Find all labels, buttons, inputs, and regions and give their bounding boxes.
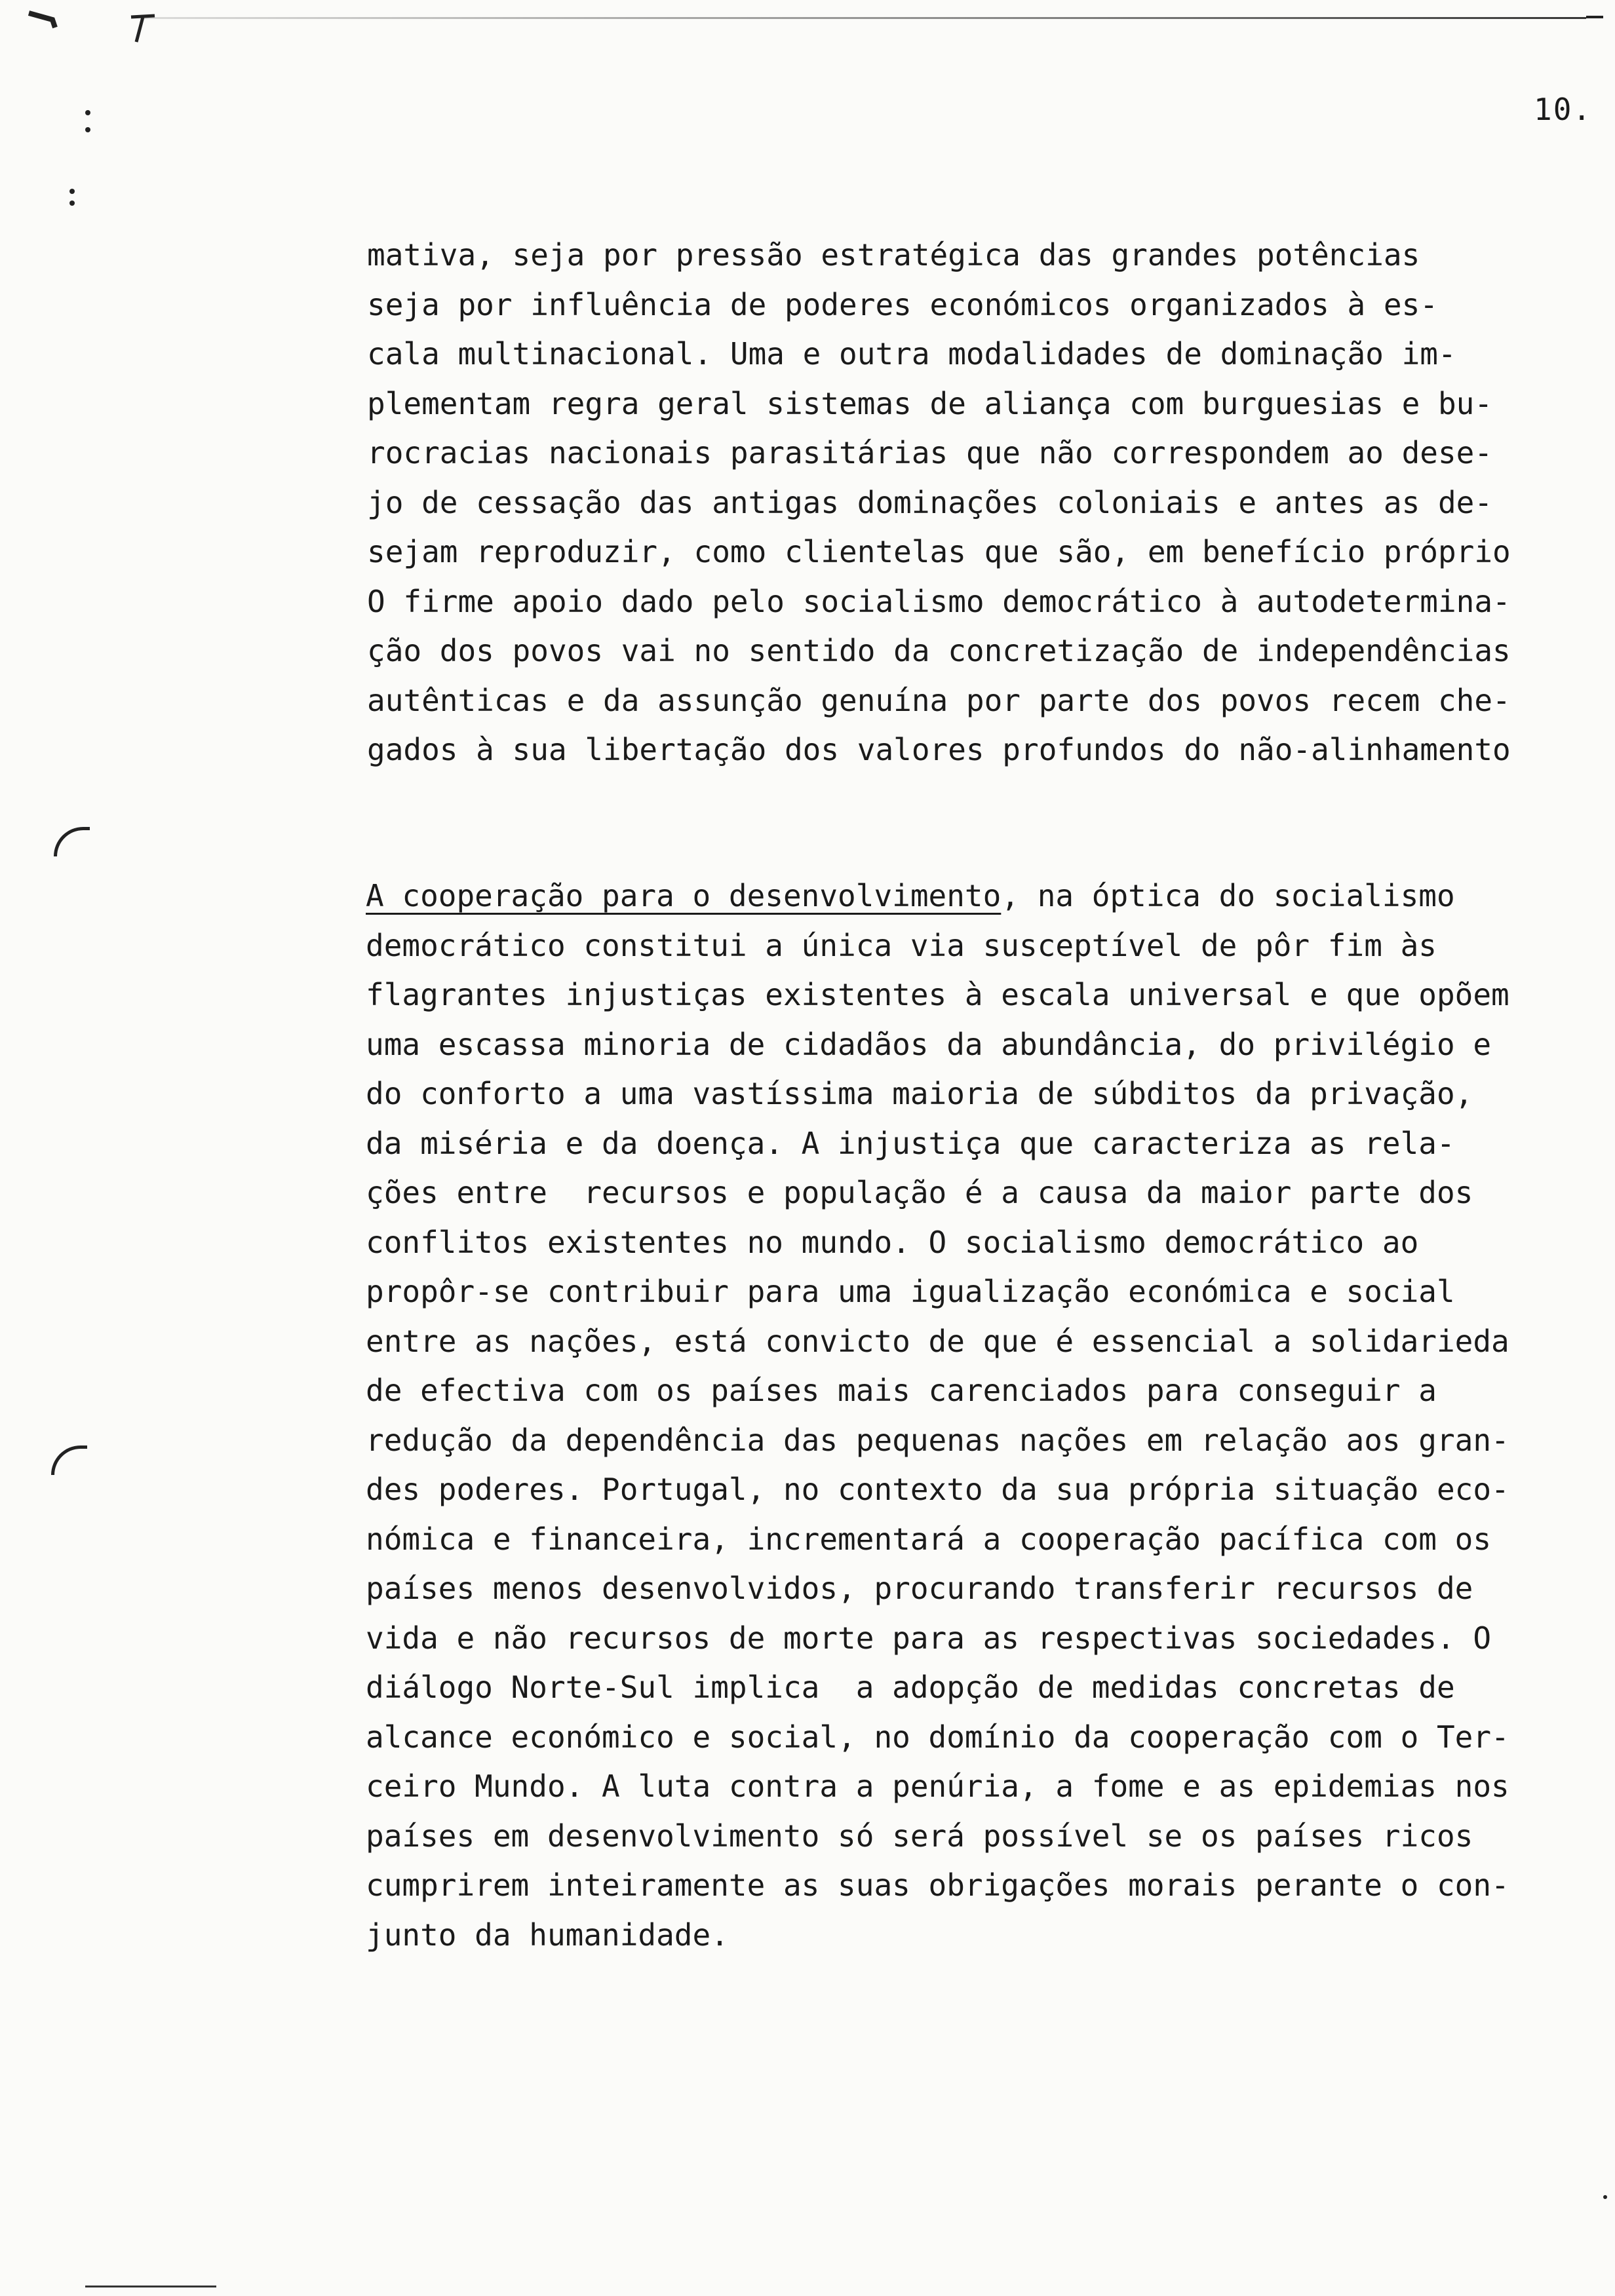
- text-line-heading: [366, 871, 1615, 921]
- text-line: sejam reproduzir, como clientelas que são, em benefício próprio: [367, 534, 1511, 569]
- text-line: jo de cessação das antigas dominações coloniais e antes as de-: [367, 484, 1493, 520]
- scan-dot: [85, 127, 90, 132]
- paragraph-dominacao: [367, 231, 1615, 775]
- scan-dot: [85, 110, 90, 115]
- text-line: de efectiva com os países mais carenciados para conseguir a: [366, 1373, 1437, 1408]
- text-line: países em desenvolvimento só será possível se os países ricos: [366, 1818, 1473, 1854]
- text-line: autênticas e da assunção genuína por parte dos povos recem che-: [367, 682, 1511, 718]
- paragraph-cooperacao: [366, 871, 1615, 1960]
- punch-hole-mark: [51, 1445, 87, 1475]
- text-line: propôr-se contribuir para uma igualização económica e social: [366, 1274, 1455, 1309]
- text-line: do conforto a uma vastíssima maioria de súbditos da privação,: [366, 1076, 1473, 1111]
- text-line: flagrantes injustiças existentes à escala universal e que opõem: [366, 977, 1509, 1012]
- scan-top-rule-end: [1586, 16, 1603, 18]
- text-line: O firme apoio dado pelo socialismo democrático à autodetermina-: [367, 583, 1511, 619]
- text-line: vida e não recursos de morte para as respectivas sociedades. O: [366, 1620, 1492, 1656]
- text-line: entre as nações, está convicto de que é essencial a solidarieda: [366, 1323, 1509, 1359]
- text-line: cala multinacional. Uma e outra modalidades de dominação im-: [367, 336, 1456, 372]
- text-line: da miséria e da doença. A injustiça que caracteriza as rela-: [366, 1125, 1455, 1161]
- text-line: conflitos existentes no mundo. O socialismo democrático ao: [366, 1224, 1419, 1260]
- text-line: des poderes. Portugal, no contexto da sua própria situação eco-: [366, 1472, 1509, 1507]
- page-number: 10.: [1534, 92, 1593, 127]
- heading-line-rest: , na óptica do socialismo: [1001, 878, 1455, 913]
- scan-dot: [69, 189, 75, 194]
- scan-top-rule: [144, 17, 1586, 19]
- text-line: alcance económico e social, no domínio da cooperação com o Ter-: [366, 1719, 1509, 1755]
- text-line: mativa, seja por pressão estratégica das grandes potências: [367, 237, 1420, 273]
- text-line: cumprirem inteiramente as suas obrigações morais perante o con-: [366, 1867, 1509, 1903]
- text-line: ção dos povos vai no sentido da concretização de independências: [367, 633, 1511, 668]
- text-line: ceiro Mundo. A luta contra a penúria, a fome e as epidemias nos: [366, 1769, 1509, 1804]
- text-line: redução da dependência das pequenas nações em relação aos gran-: [366, 1422, 1509, 1458]
- punch-hole-mark: [54, 827, 90, 856]
- text-line: democrático constitui a única via susceptível de pôr fim às: [366, 927, 1437, 963]
- text-line: uma escassa minoria de cidadãos da abundância, do privilégio e: [366, 1026, 1492, 1062]
- text-line: diálogo Norte-Sul implica a adopção de medidas concretas de: [366, 1670, 1455, 1705]
- text-line: plementam regra geral sistemas de aliança com burguesias e bu-: [367, 385, 1493, 421]
- section-heading: A cooperação para o desenvolvimento: [366, 878, 1002, 913]
- text-line: gados à sua libertação dos valores profundos do não-alinhamento: [367, 732, 1511, 767]
- text-line: países menos desenvolvidos, procurando transferir recursos de: [366, 1571, 1473, 1606]
- text-line: ções entre recursos e população é a causa da maior parte dos: [366, 1175, 1473, 1210]
- text-line: seja por influência de poderes económicos organizados à es-: [367, 286, 1438, 322]
- scan-bottom-rule: [85, 2286, 216, 2287]
- text-line: rocracias nacionais parasitárias que não correspondem ao dese-: [367, 435, 1493, 470]
- scan-corner-mark: [26, 5, 157, 45]
- text-line: junto da humanidade.: [366, 1917, 729, 1953]
- scan-dot: [69, 201, 75, 206]
- scan-dot: [1603, 2195, 1607, 2199]
- text-line: nómica e financeira, incrementará a cooperação pacífica com os: [366, 1521, 1492, 1557]
